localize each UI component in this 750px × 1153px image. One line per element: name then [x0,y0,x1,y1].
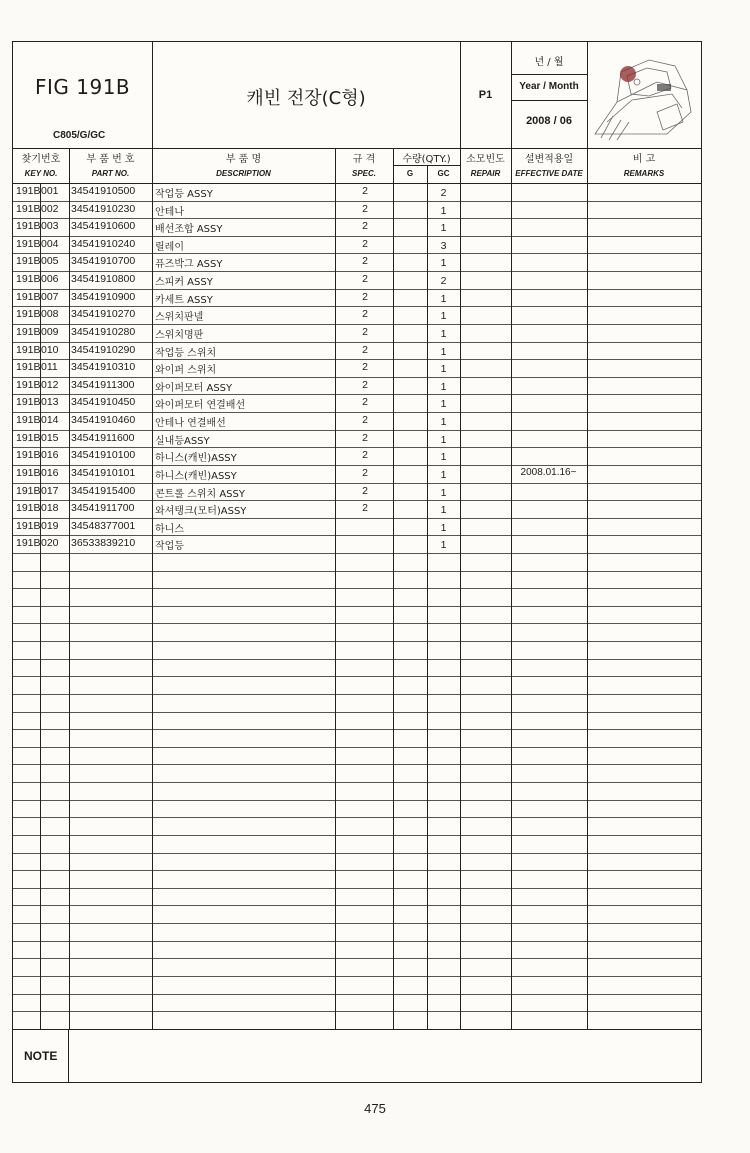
table-row [13,359,701,378]
part-number-cell: 34541910240 [71,237,136,250]
part-number-cell: 34541910270 [71,308,136,321]
description-cell: 와이퍼모터 연결배선 [155,400,246,412]
spec-cell: 2 [362,325,368,338]
spec-cell: 2 [362,361,368,374]
empty-table-row [13,694,701,713]
key-number-cell: 191B [16,466,41,479]
empty-table-row [13,905,701,924]
empty-table-row [13,870,701,889]
description-cell: 안테나 [155,206,184,218]
item-number-cell: 009 [41,325,59,338]
model-code: C805/G/GC [53,130,106,141]
empty-table-row [13,588,701,607]
qty-gc-cell: 1 [440,468,447,481]
description-cell: 안테나 연결배선 [155,418,226,430]
description-cell: 하니스(캐빈)ASSY [155,470,237,482]
col-remarks-kr: 비 고 [632,154,656,165]
qty-gc-cell: 2 [440,275,447,288]
item-number-cell: 011 [41,361,58,374]
key-number-cell: 191B [16,431,41,444]
col-part-en: PART NO. [91,169,130,178]
note-label: NOTE [24,1049,58,1063]
key-number-cell: 191B [16,185,41,197]
qty-gc-cell: 1 [440,398,447,411]
part-number-cell: 34541910280 [71,325,136,338]
table-row [13,518,701,537]
description-cell: 스피커 ASSY [155,277,213,289]
empty-table-row [13,676,701,695]
effective-date-cell: 2008.01.16~ [520,466,577,478]
empty-table-row [13,994,701,1013]
item-number-cell: 017 [41,484,59,497]
description-cell: 작업등 스위치 [155,347,217,359]
key-number-cell: 191B [16,290,41,303]
part-number-cell: 34541910900 [71,290,136,303]
item-number-cell: 010 [41,343,59,356]
table-row [13,306,701,325]
col-desc-en: DESCRIPTION [216,169,271,178]
year-month-label-en: Year / Month [519,81,579,92]
col-qty-g: G [406,169,414,178]
part-number-cell: 34541910700 [71,255,136,268]
table-row [13,201,701,220]
empty-table-row [13,923,701,942]
description-cell: 하니스(캐빈)ASSY [155,453,237,465]
item-number-cell: 007 [41,290,59,303]
description-cell: 배선조합 ASSY [155,224,223,236]
column-headers [13,148,701,184]
qty-gc-cell: 1 [440,539,447,552]
description-cell: 퓨즈박그 ASSY [155,259,223,271]
description-cell: 작업등 ASSY [155,189,213,200]
spec-cell: 2 [362,255,368,268]
col-spec-en: SPEC. [351,169,376,178]
empty-table-row [13,976,701,995]
qty-gc-cell: 1 [440,257,447,270]
part-number-cell: 34541911700 [71,502,135,515]
qty-gc-cell: 1 [440,327,447,340]
part-number-cell: 34541910450 [71,396,136,409]
item-number-cell: 002 [41,202,59,215]
spec-cell: 2 [362,449,368,462]
part-number-cell: 36533839210 [71,537,136,550]
description-cell: 콘트롤 스위치 ASSY [155,488,245,500]
title-box [152,42,460,148]
col-key-en: KEY NO. [24,169,58,178]
issue-date: 2008 / 06 [526,115,572,127]
qty-gc-cell: 1 [440,292,447,305]
item-number-cell: 012 [41,378,59,391]
qty-gc-cell: 1 [440,222,447,235]
key-number-cell: 191B [16,202,41,215]
col-qty-gc: GC [437,169,450,178]
description-cell: 와이퍼 스위치 [155,365,217,377]
key-number-cell: 191B [16,220,41,233]
sheet-header [13,42,701,149]
key-number-cell: 191B [16,273,41,286]
part-number-cell: 34541915400 [71,484,136,497]
key-number-cell: 191B [16,378,41,391]
part-number-cell: 34541910230 [71,202,136,215]
spec-cell: 2 [362,290,368,303]
part-number-cell: 34541910460 [71,414,136,427]
note-section [13,1029,701,1083]
empty-table-row [13,941,701,960]
page-number: 475 [364,1101,386,1116]
part-number-cell: 34541910800 [71,273,136,286]
empty-table-row [13,553,701,572]
empty-table-row [13,888,701,907]
item-number-cell: 001 [41,185,59,197]
table-row [13,412,701,431]
cabin-assembly-thumbnail-icon [587,42,701,148]
empty-table-row [13,1011,701,1030]
key-number-cell: 191B [16,255,41,268]
key-number-cell: 191B [16,502,41,515]
spec-cell: 2 [362,308,368,321]
table-row [13,236,701,255]
item-number-cell: 013 [41,396,59,409]
spec-cell: 2 [362,466,368,479]
spec-cell: 2 [362,431,368,444]
key-number-cell: 191B [16,484,41,497]
table-row [13,430,701,449]
page-box [460,42,511,148]
empty-table-row [13,641,701,660]
part-number-cell: 34541910100 [71,449,136,462]
spec-cell: 2 [362,202,368,215]
description-cell: 작업등 [155,541,184,553]
table-row [13,483,701,502]
description-cell: 하니스 [155,523,184,535]
spec-cell: 2 [362,273,368,286]
table-row [13,218,701,237]
table-row [13,342,701,361]
qty-gc-cell: 1 [440,521,447,534]
col-effective-kr: 설변적용일 [524,154,574,165]
description-cell: 실내등ASSY [155,435,210,447]
table-row [13,447,701,466]
part-number-cell: 34541910290 [71,343,136,356]
key-number-cell: 191B [16,449,41,462]
col-remarks-en: REMARKS [623,169,665,178]
figure-title: FIG 191B [35,75,131,99]
spec-cell: 2 [362,237,368,250]
description-cell: 카세트 ASSY [155,294,213,306]
year-month-label-kr: 년 / 월 [534,57,564,68]
qty-gc-cell: 1 [440,204,447,217]
qty-gc-cell: 1 [440,433,447,446]
qty-gc-cell: 2 [440,187,447,199]
empty-table-row [13,712,701,731]
part-number-cell: 34548377001 [71,519,136,532]
qty-gc-cell: 1 [440,451,447,464]
table-row [13,183,701,202]
col-key-kr: 찾기번호 [21,154,61,165]
empty-table-row [13,606,701,625]
key-number-cell: 191B [16,361,41,374]
col-qty-kr: 수량(QTY.) [402,154,451,165]
part-number-cell: 34541910310 [71,361,136,374]
item-number-cell: 003 [41,220,59,233]
table-row [13,465,701,484]
item-number-cell: 008 [41,308,59,321]
part-number-cell: 34541910101 [71,466,136,479]
item-number-cell: 016 [41,466,59,479]
table-row [13,289,701,308]
spec-cell: 2 [362,502,368,515]
col-spec-kr: 규 격 [352,154,376,165]
part-number-cell: 34541910600 [71,220,136,233]
qty-gc-cell: 1 [440,380,447,393]
part-number-cell: 34541910500 [71,185,136,197]
note-label-box [13,1030,69,1083]
part-number-cell: 34541911600 [71,431,135,444]
item-number-cell: 005 [41,255,59,268]
table-row [13,324,701,343]
table-row [13,500,701,519]
col-repair-kr: 소모빈도 [466,154,505,165]
col-repair-en: REPAIR [470,169,501,178]
key-number-cell: 191B [16,325,41,338]
spec-cell: 2 [362,185,368,197]
table-row [13,253,701,272]
item-number-cell: 014 [41,414,59,427]
key-number-cell: 191B [16,237,41,250]
qty-gc-cell: 1 [440,504,447,517]
table-row [13,271,701,290]
table-row [13,377,701,396]
key-number-cell: 191B [16,308,41,321]
parts-list-sheet [12,41,702,1083]
empty-table-row [13,659,701,678]
col-effective-en: EFFECTIVE DATE [515,169,583,178]
description-cell: 릴레이 [155,241,184,253]
key-number-cell: 191B [16,519,41,532]
item-number-cell: 015 [41,431,59,444]
empty-table-row [13,835,701,854]
description-cell: 와셔탱크(모터)ASSY [155,506,247,518]
empty-table-row [13,764,701,783]
col-part-kr: 부 품 번 호 [86,154,135,165]
key-number-cell: 191B [16,343,41,356]
qty-gc-cell: 1 [440,345,447,358]
key-number-cell: 191B [16,396,41,409]
qty-gc-cell: 1 [440,310,447,323]
col-desc-kr: 부 품 명 [225,154,262,165]
qty-gc-cell: 3 [440,239,447,252]
page-code: P1 [478,89,493,101]
spec-cell: 2 [362,220,368,233]
sheet-title: 캐빈 전장(C형) [246,88,366,109]
item-number-cell: 006 [41,273,59,286]
empty-table-row [13,800,701,819]
item-number-cell: 019 [41,519,59,532]
figure-box [13,42,152,148]
qty-gc-cell: 1 [440,363,447,376]
description-cell: 와이퍼모터 ASSY [155,382,233,394]
empty-table-row [13,729,701,748]
empty-table-row [13,817,701,836]
key-number-cell: 191B [16,537,41,550]
empty-table-row [13,853,701,872]
part-number-cell: 34541911300 [71,378,135,391]
spec-cell: 2 [362,343,368,356]
spec-cell: 2 [362,484,368,497]
table-row [13,535,701,554]
item-number-cell: 020 [41,537,59,550]
description-cell: 스위치명판 [155,329,204,341]
table-row [13,394,701,413]
item-number-cell: 004 [41,237,59,250]
key-number-cell: 191B [16,414,41,427]
empty-table-row [13,624,701,643]
qty-gc-cell: 1 [440,416,447,429]
empty-table-row [13,958,701,977]
description-cell: 스위치판넬 [155,312,204,324]
qty-gc-cell: 1 [440,486,447,499]
year-month-box [511,42,587,148]
spec-cell: 2 [362,396,368,409]
item-number-cell: 016 [41,449,59,462]
spec-cell: 2 [362,378,368,391]
empty-table-row [13,571,701,590]
empty-table-row [13,782,701,801]
empty-table-row [13,747,701,766]
spec-cell: 2 [362,414,368,427]
item-number-cell: 018 [41,502,59,515]
